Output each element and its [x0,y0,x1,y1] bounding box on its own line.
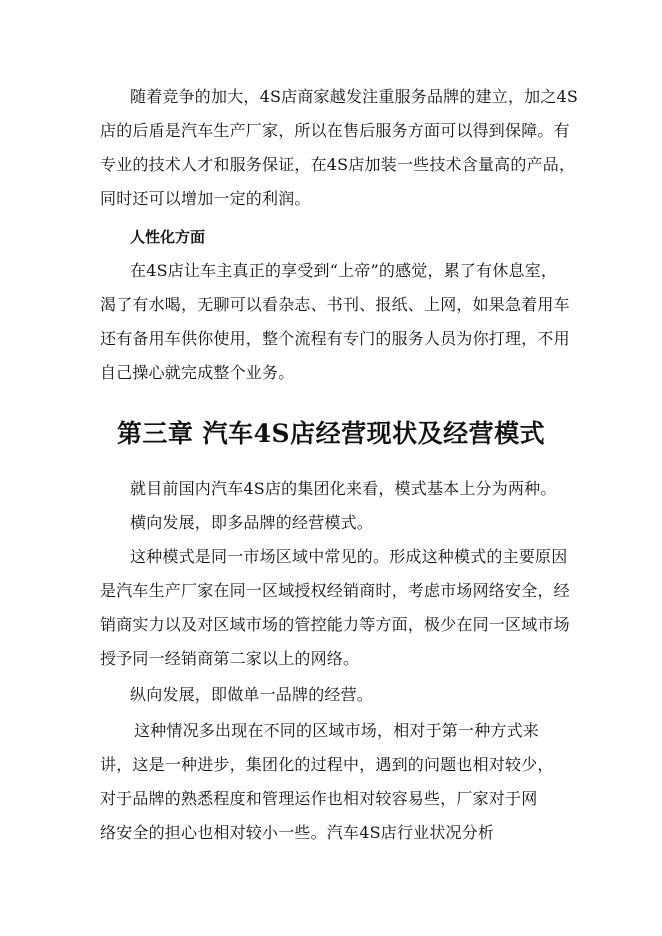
paragraph-1-line-3: 专业的技术人才和服务保证，在4S店加装一些技术含量高的产品， [100,155,576,174]
paragraph-2-line-1: 在4S店让车主真正的享受到“上帝”的感觉，累了有休息室， [130,261,558,280]
paragraph-2-line-3: 还有备用车供你使用，整个流程有专门的服务人员为你打理，不用 [100,329,570,348]
paragraph-7-line-4: 络安全的担心也相对较小一些。汽车4S店行业状况分析 [100,823,495,842]
paragraph-7-line-3: 对于品牌的熟悉程度和管理运作也相对较容易些，厂家对于网 [100,789,538,808]
paragraph-4-line-1: 横向发展，即多品牌的经营模式。 [130,513,374,532]
paragraph-1-line-2: 店的后盾是汽车生产厂家，所以在售后服务方面可以得到保障。有 [100,121,570,140]
paragraph-5-line-3: 销商实力以及对区域市场的管控能力等方面，极少在同一区域市场 [100,615,570,634]
chapter-title: 第三章 汽车4S店经营现状及经营模式 [116,419,546,448]
paragraph-5-line-4: 授予同一经销商第二家以上的网络。 [100,649,360,668]
paragraph-2-line-4: 自己操心就完成整个业务。 [100,363,295,382]
paragraph-3-line-1: 就目前国内汽车4S店的集团化来看，模式基本上分为两种。 [130,479,557,498]
paragraph-2-line-2: 渴了有水喝，无聊可以看杂志、书刊、报纸、上网，如果急着用车 [100,295,570,314]
section-heading: 人性化方面 [130,228,206,246]
paragraph-5-line-2: 是汽车生产厂家在同一区域授权经销商时，考虑市场网络安全，经 [100,581,570,600]
paragraph-5-line-1: 这种模式是同一市场区域中常见的。形成这种模式的主要原因 [130,547,568,566]
paragraph-6-line-1: 纵向发展，即做单一品牌的经营。 [130,685,374,704]
paragraph-1-line-4: 同时还可以增加一定的利润。 [100,189,311,208]
paragraph-7-line-2: 讲，这是一种进步，集团化的过程中，遇到的问题也相对较少， [100,755,554,774]
paragraph-1-line-1: 随着竞争的加大，4S店商家越发注重服务品牌的建立，加之4S [130,87,579,106]
paragraph-7-line-1: 这种情况多出现在不同的区域市场，相对于第一种方式来 [134,721,540,740]
